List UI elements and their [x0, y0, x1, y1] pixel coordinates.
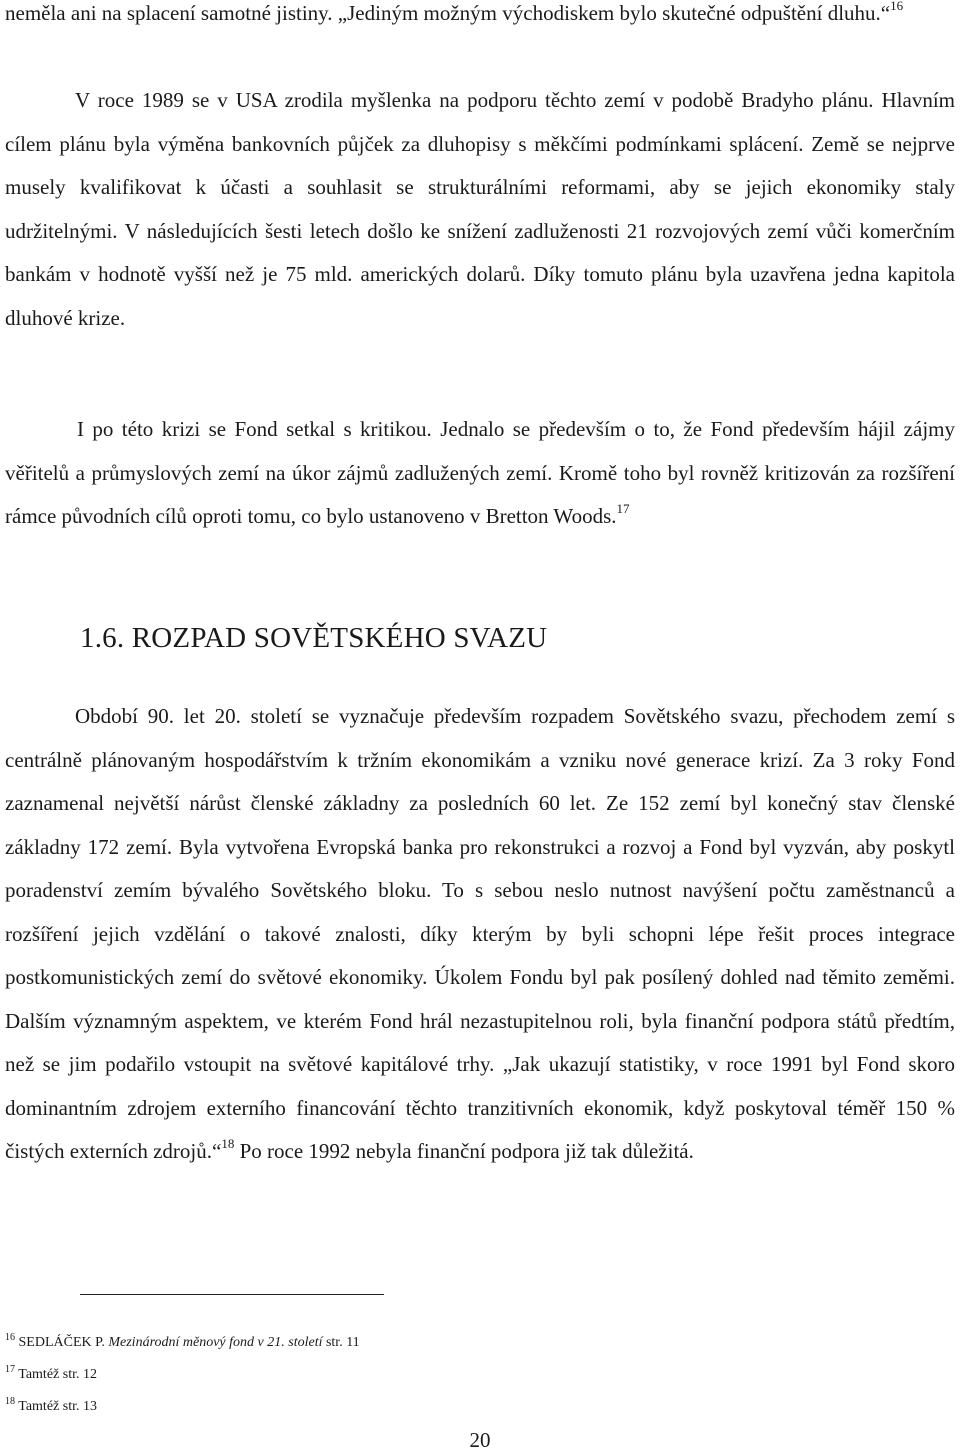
paragraph-2-text: V roce 1989 se v USA zrodila myšlenka na podporu těchto zemí v podobě Bradyho plánu. Hlavním cílem plánu byla výměna bankovních půjček za dluhopisy s měkčími podmínkami splácení. Země se nejprve musely kvalifikovat k účasti a souhlasit se strukturálními reformami, aby se jejich ekonomiky staly udržitelnými. V následujících šesti letech došlo ke snížení zadluženosti 21 rozvojových zemí vůči komerčním bankám v hodnotě vyšší než je 75 mld. amerických dolarů. Díky tomuto plánu byla uzavřena jedna kapitola dluhové krize. — [5, 88, 955, 330]
footnote-16-number: 16 — [5, 1332, 15, 1343]
footnote-17-text: Tamtéž str. 12 — [18, 1367, 97, 1382]
paragraph-3 — [5, 408, 955, 539]
footnote-ref-18: 18 — [221, 1136, 235, 1151]
page-number: 20 — [469, 1428, 491, 1452]
footnote-16-pages: str. 11 — [325, 1335, 360, 1350]
paragraph-2 — [5, 79, 955, 340]
paragraph-1-text: neměla ani na splacení samotné jistiny. „Jediným možným východiskem bylo skutečné odpuštění dluhu.“ — [5, 1, 891, 25]
footnote-17 — [5, 1365, 97, 1385]
paragraph-4-text-a: Období 90. let 20. století se vyznačuje především rozpadem Sovětského svazu, přechodem zemí s centrálně plánovaným hospodářstvím k tržním ekonomikám a vzniku nové generace krizí. Za 3 roky Fond zaznamenal největší nárůst členské základny za posledních 60 let. Ze 152 zemí byl konečný stav členské základny 172 zemí. Byla vytvořena Evropská banka pro rekonstrukci a rozvoj a Fond byl vyzván, aby poskytl poradenství zemím bývalého Sovětského bloku. To s sebou neslo nutnost navýšení počtu zaměstnanců a rozšíření jejich vzdělání o takové znalosti, díky kterým by byli schopni lépe řešit proces integrace postkomunistických zemí do světové ekonomiky. Úkolem Fondu byl pak posílený dohled nad těmito zeměmi. Dalším významným aspektem, ve kterém Fond hrál nezastupitelnou roli, byla finanční podpora států předtím, než se jim podařilo vstoupit na světové kapitálové trhy. „Jak ukazují statistiky, v roce 1991 byl Fond skoro dominantním zdrojem externího financování těchto tranzitivních ekonomik, když poskytoval téměř 150 % čistých externích zdrojů.“ — [5, 704, 955, 1163]
footnote-16-author: SEDLÁČEK P. — [18, 1335, 105, 1350]
footnote-18-number: 18 — [5, 1396, 15, 1407]
section-heading: 1.6. ROZPAD SOVĚTSKÉHO SVAZU — [80, 622, 548, 654]
paragraph-4-text-b: Po roce 1992 nebyla finanční podpora již tak důležitá. — [234, 1139, 694, 1163]
footnote-18 — [5, 1397, 97, 1417]
footnote-18-text: Tamtéž str. 13 — [18, 1399, 97, 1414]
footnote-ref-17: 17 — [616, 501, 630, 516]
footnote-ref-16: 16 — [890, 0, 904, 13]
footnote-16 — [5, 1333, 360, 1353]
paragraph-4 — [5, 695, 955, 1174]
footnote-17-number: 17 — [5, 1364, 15, 1375]
paragraph-1 — [5, 0, 955, 36]
paragraph-3-text: I po této krizi se Fond setkal s kritikou. Jednalo se především o to, že Fond především hájil zájmy věřitelů a průmyslových zemí na úkor zájmů zadlužených zemí. Kromě toho byl rovněž kritizován za rozšíření rámce původních cílů oproti tomu, co bylo ustanoveno v Bretton Woods. — [5, 417, 955, 528]
footnote-separator — [80, 1294, 384, 1295]
footnote-16-title: Mezinárodní měnový fond v 21. století — [108, 1335, 323, 1350]
